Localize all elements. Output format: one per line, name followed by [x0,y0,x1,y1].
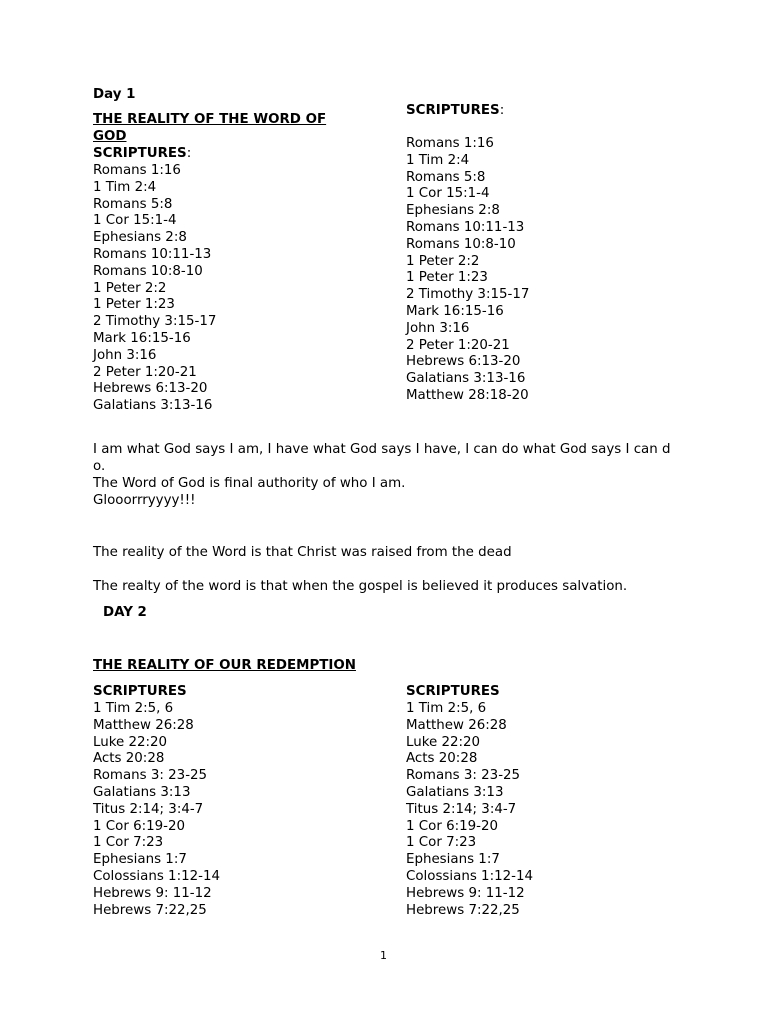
scripture-reference: Galatians 3:13-16 [93,398,213,414]
day2-label: DAY 2 [103,605,147,620]
scripture-reference: Galatians 3:13 [93,784,191,800]
scripture-reference: Matthew 26:28 [93,717,194,733]
scripture-reference: Ephesians 1:7 [406,852,500,868]
scripture-reference: 1 Cor 15:1-4 [406,186,490,202]
scripture-reference: Romans 1:16 [406,136,494,151]
scripture-reference: 1 Cor 7:23 [406,835,477,851]
scripture-reference: Luke 22:20 [406,734,481,750]
scripture-reference: Hebrews 9: 11-12 [406,885,525,901]
scripture-reference: Romans 10:11-13 [93,246,212,262]
scripture-reference: 1 Peter 1:23 [406,270,488,286]
day1-label: Day 1 [93,87,136,102]
day1-right-scripture-list [406,136,529,405]
scripture-reference: Galatians 3:13-16 [406,371,526,387]
scripture-reference: Romans 3: 23-25 [406,768,521,784]
day1-left-scriptures-heading [93,146,191,163]
scripture-reference: Romans 10:8-10 [93,263,203,279]
scripture-reference: Hebrews 7:22,25 [406,902,520,918]
scripture-reference: 1 Cor 7:23 [93,835,164,851]
scripture-reference: Romans 3: 23-25 [93,768,208,784]
scripture-reference: Acts 20:28 [93,751,165,767]
scripture-reference: John 3:16 [406,320,470,336]
scripture-reference: 1 Cor 6:19-20 [93,818,186,834]
scripture-reference: 2 Peter 1:20-21 [93,364,197,380]
scripture-reference: 1 Peter 2:2 [93,280,167,296]
day2-title: THE REALITY OF OUR REDEMPTION [93,658,356,673]
day2-right-scriptures-heading: SCRIPTURES [406,684,500,699]
authority-line: The Word of God is final authority of who I am. [93,476,406,491]
scripture-reference: Hebrews 6:13-20 [93,381,208,397]
scripture-reference: Romans 1:16 [93,163,181,178]
day1-left-scripture-list [93,163,216,415]
day2-right-scripture-list [406,701,533,919]
scripture-reference: Ephesians 2:8 [93,230,187,246]
glory-line: Glooorrryyyy!!! [93,493,196,508]
scripture-reference: Matthew 26:28 [406,717,507,733]
scripture-reference: 1 Tim 2:4 [406,152,470,168]
scripture-reference: 1 Peter 2:2 [406,253,480,269]
scripture-reference: Romans 10:8-10 [406,236,516,252]
scripture-reference: John 3:16 [93,347,157,363]
scripture-reference: 1 Tim 2:5, 6 [93,701,174,716]
day1-title-line1: THE REALITY OF THE WORD OF [93,112,327,127]
scripture-reference: Mark 16:15-16 [93,330,191,346]
scripture-reference: Romans 10:11-13 [406,219,525,235]
scripture-reference: 2 Timothy 3:15-17 [406,287,530,303]
scripture-reference: Hebrews 6:13-20 [406,354,521,370]
scripture-reference: 2 Peter 1:20-21 [406,337,510,353]
scripture-reference: 1 Cor 15:1-4 [93,213,177,229]
scripture-reference: Mark 16:15-16 [406,303,504,319]
scripture-reference: Galatians 3:13 [406,784,504,800]
scripture-reference: Ephesians 2:8 [406,203,500,219]
day2-left-scripture-list [93,701,220,919]
page-number: 1 [380,949,387,962]
scripture-reference: Hebrews 7:22,25 [93,902,207,918]
scripture-reference: Acts 20:28 [406,751,478,767]
heading-text: SCRIPTURES [93,146,187,161]
scripture-reference: 1 Tim 2:5, 6 [406,701,487,716]
day1-right-scriptures-heading [406,103,504,120]
heading-text: SCRIPTURES [406,103,500,118]
confession-paragraph: I am what God says I am, I have what God says I have, I can do what God says I can do. [93,442,671,474]
day1-title-line2: GOD [93,129,127,144]
reality-statement-1: The reality of the Word is that Christ was raised from the dead [93,545,512,560]
reality-statement-2: The realty of the word is that when the gospel is believed it produces salvation. [93,579,628,594]
scripture-reference: Romans 5:8 [93,196,173,212]
scripture-reference: Hebrews 9: 11-12 [93,885,212,901]
heading-colon: : [499,103,505,118]
scripture-reference: Luke 22:20 [93,734,168,750]
day2-left-scriptures-heading: SCRIPTURES [93,684,187,699]
scripture-reference: Colossians 1:12-14 [93,868,220,884]
scripture-reference: 1 Cor 6:19-20 [406,818,499,834]
scripture-reference: 2 Timothy 3:15-17 [93,314,217,330]
scripture-reference: Ephesians 1:7 [93,852,187,868]
scripture-reference: Titus 2:14; 3:4-7 [93,801,204,817]
scripture-reference: Matthew 28:18-20 [406,387,529,403]
scripture-reference: 1 Peter 1:23 [93,297,175,313]
scripture-reference: Romans 5:8 [406,169,486,185]
scripture-reference: Titus 2:14; 3:4-7 [406,801,517,817]
heading-colon: : [186,146,192,161]
scripture-reference: Colossians 1:12-14 [406,868,533,884]
scripture-reference: 1 Tim 2:4 [93,179,157,195]
